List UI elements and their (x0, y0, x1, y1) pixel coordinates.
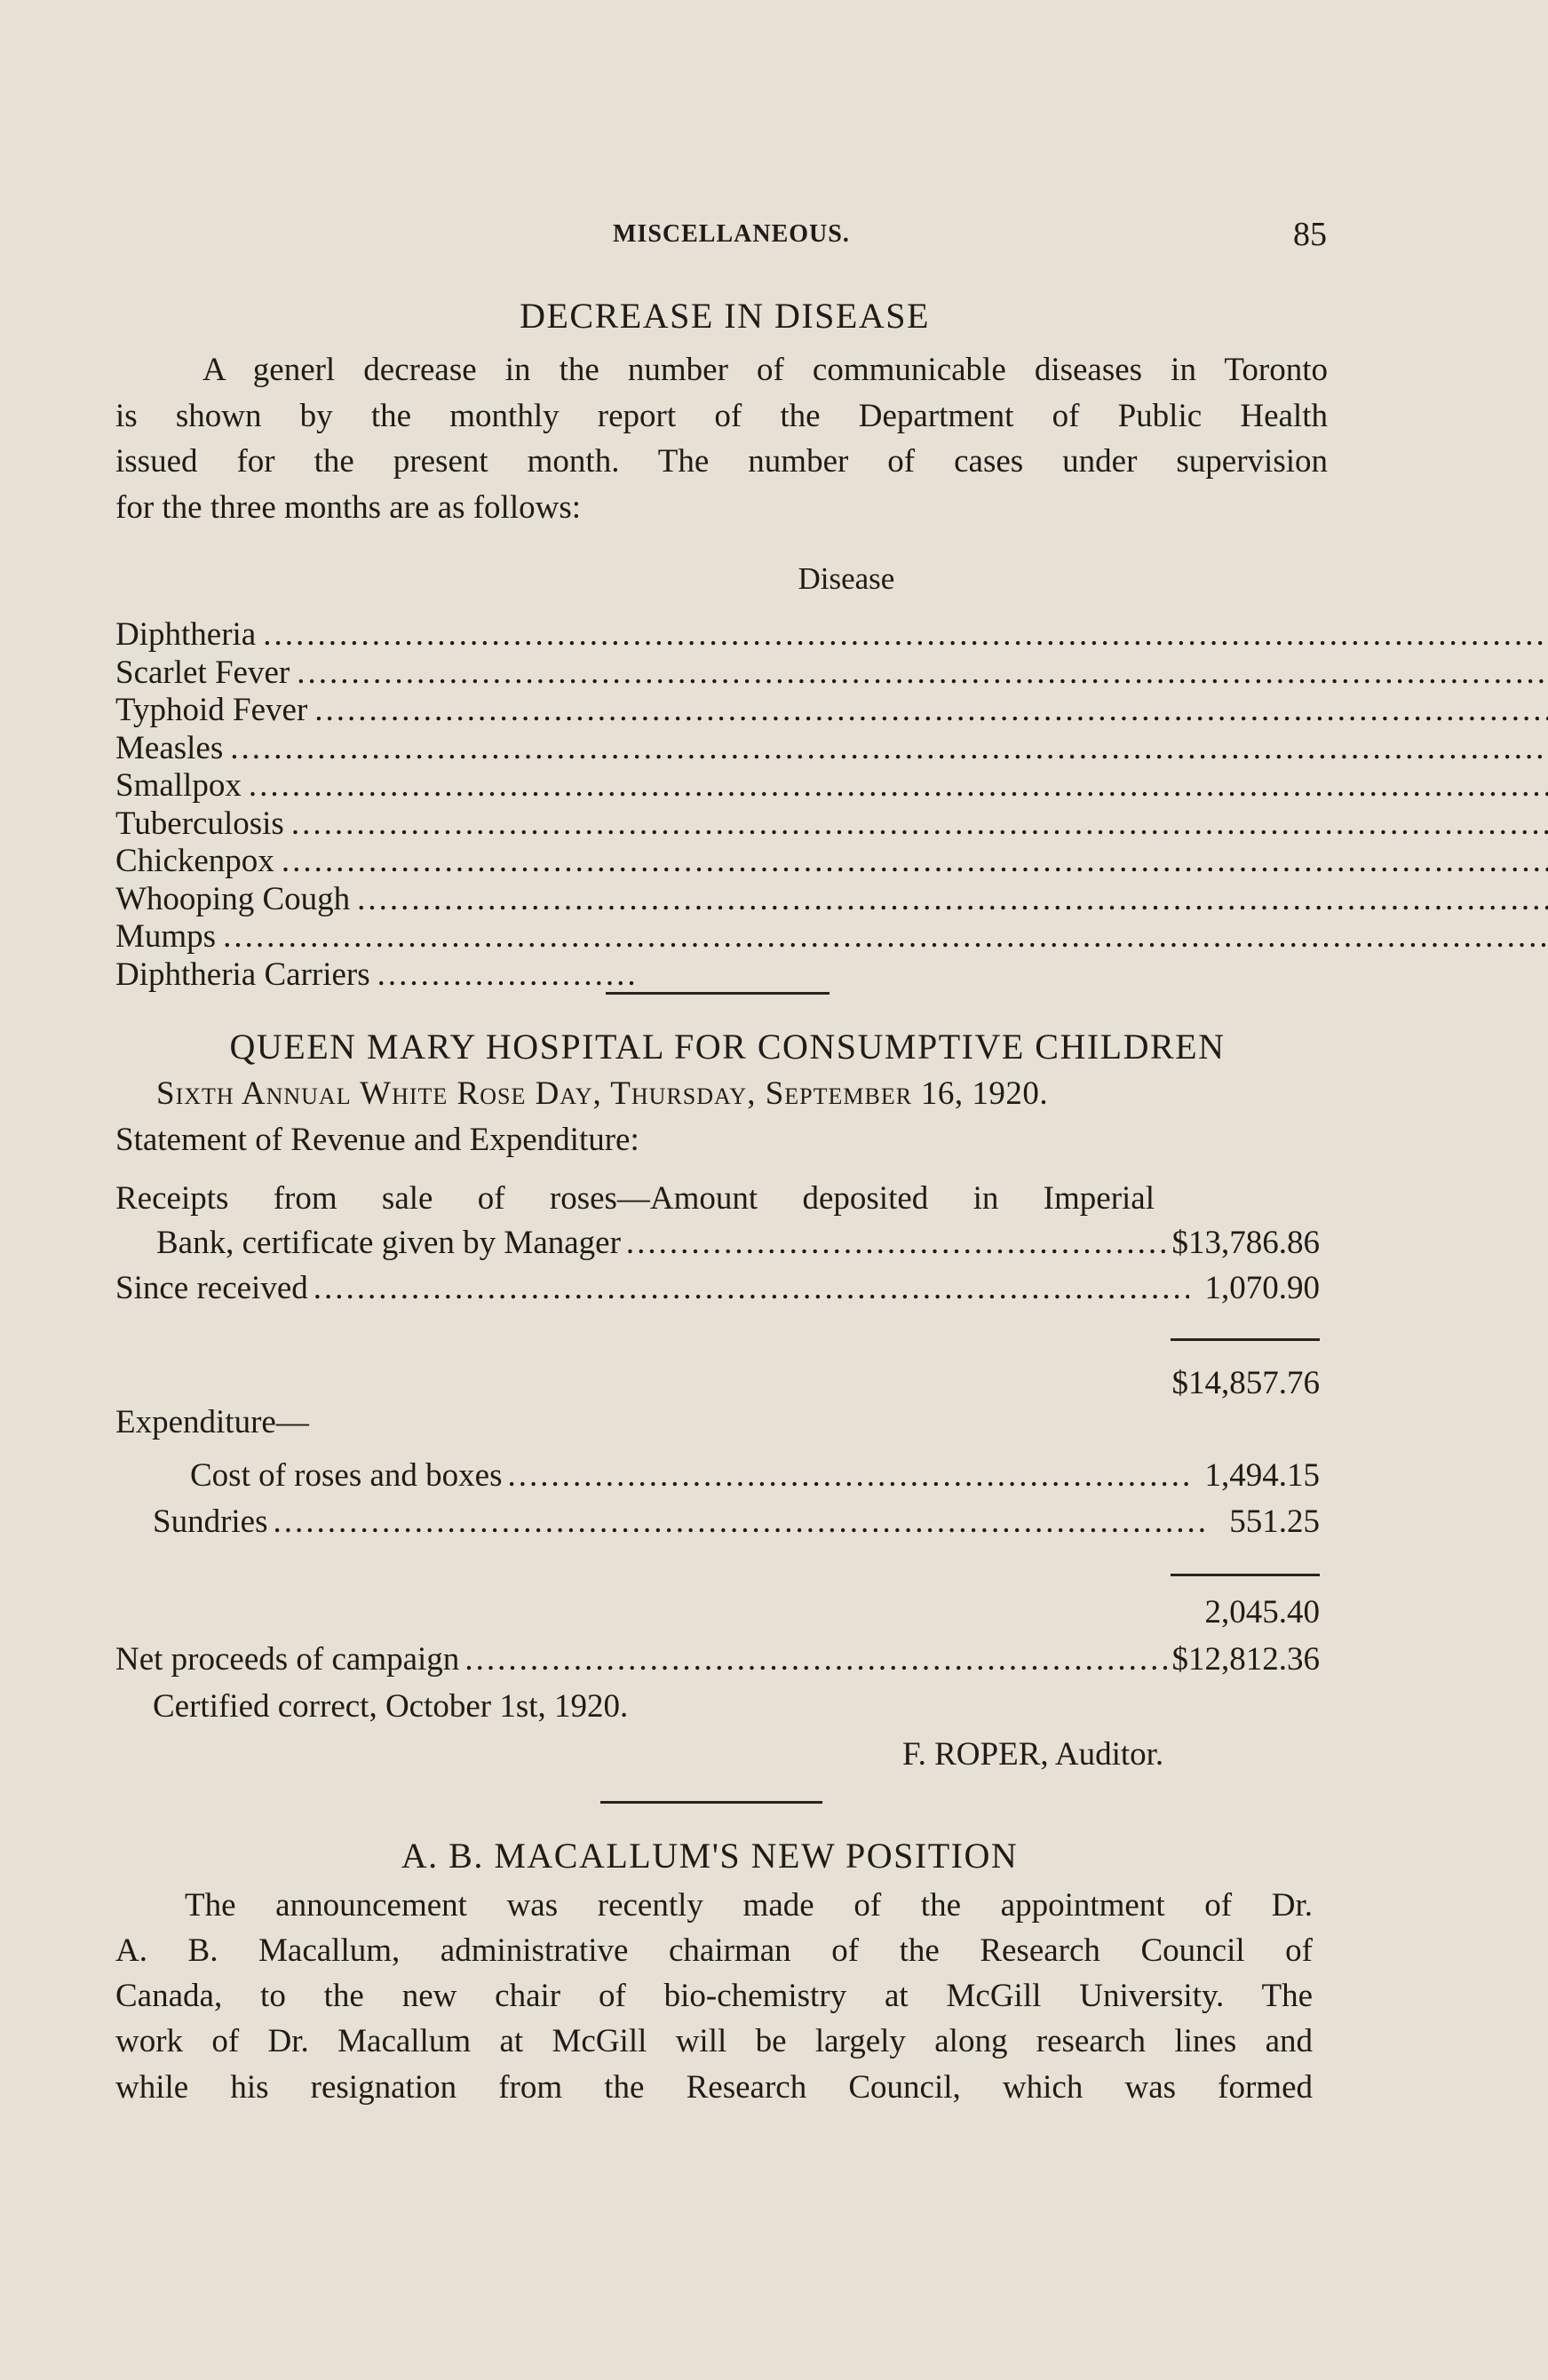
cost-row (190, 1456, 1320, 1495)
article-title-disease: DECREASE IN DISEASE (520, 296, 930, 336)
article-subtitle (156, 1075, 1048, 1113)
table-row (115, 767, 1548, 805)
table-row (115, 843, 1548, 881)
receipts-row (156, 1224, 1320, 1262)
receipts-label: Bank, certificate given by Manager (156, 1225, 621, 1261)
page-number: 85 (1293, 216, 1327, 253)
article-title-hospital: QUEEN MARY HOSPITAL FOR CONSUMPTIVE CHILDREN (229, 1027, 1226, 1067)
auditor-signature (902, 1735, 1163, 1773)
receipts-amount: $13,786.86 (1171, 1225, 1320, 1261)
disease-name: Measles (115, 729, 224, 766)
since-received-amount: 1,070.90 (1204, 1270, 1320, 1306)
expenditure-total: 2,045.40 (1204, 1594, 1320, 1630)
table-header-row (115, 542, 1548, 616)
table-row (115, 956, 1548, 995)
paragraph-line: A. B. Macallum, administrative chairman of the Research Council of (115, 1932, 1313, 1969)
running-head (0, 216, 1548, 256)
net-proceeds-amount: $12,812.36 (1171, 1641, 1320, 1678)
header-disease: Disease (798, 561, 895, 596)
receipts-line: Receipts from sale of roses—Amount deposited in Imperial (115, 1180, 1155, 1217)
table-row (115, 692, 1548, 730)
certified-line: Certified correct, October 1st, 1920. (153, 1688, 629, 1725)
statement-heading: Statement of Revenue and Expenditure: (115, 1122, 639, 1158)
table-row (115, 918, 1548, 956)
disease-name: Chickenpox (115, 843, 274, 880)
table-row (115, 654, 1548, 693)
disease-name: Typhoid Fever (115, 692, 308, 729)
sum-rule (1171, 1574, 1320, 1576)
cost-label: Cost of roses and boxes (190, 1457, 503, 1494)
paragraph-line: The announcement was recently made of the appointment of Dr. (185, 1887, 1313, 1924)
cost-amount: 1,494.15 (1204, 1457, 1320, 1494)
section-divider (606, 992, 830, 995)
sundries-label: Sundries (153, 1503, 268, 1540)
section-divider (600, 1801, 822, 1804)
auditor-title: Auditor. (1054, 1736, 1164, 1773)
table-row (115, 616, 1548, 654)
paragraph-line: Canada, to the new chair of bio-chemistry at McGill University. The (115, 1978, 1313, 2014)
subtitle-caps: Sixth Annual White Rose Day, Thursday, September (156, 1075, 913, 1112)
disease-table (115, 542, 1548, 994)
article-title-macallum: A. B. MACALLUM'S NEW POSITION (401, 1836, 1019, 1876)
sum-rule (1171, 1338, 1320, 1341)
paragraph-line: while his resignation from the Research Council, which was formed (115, 2069, 1313, 2106)
auditor-name: F. ROPER, (902, 1736, 1049, 1773)
expenditure-heading: Expenditure— (115, 1404, 309, 1440)
sundries-row (153, 1503, 1320, 1541)
table-row (115, 730, 1548, 768)
disease-name: Smallpox (115, 767, 242, 805)
paragraph-line: for the three months are as follows: (115, 489, 582, 526)
paragraph-line: work of Dr. Macallum at McGill will be largely along research lines and (115, 2023, 1313, 2059)
disease-name: Diphtheria (115, 616, 257, 654)
paragraph-line: is shown by the monthly report of the Department of Public Health (115, 398, 1328, 434)
table-row (115, 881, 1548, 919)
revenue-total: $14,857.76 (1171, 1365, 1320, 1401)
disease-name: Diphtheria Carriers (115, 956, 370, 993)
paragraph-line: issued for the present month. The number of cases under supervision (115, 443, 1328, 480)
paragraph-line: A generl decrease in the number of communicable diseases in Toronto (202, 352, 1328, 388)
disease-name: Scarlet Fever (115, 654, 290, 691)
net-proceeds-label: Net proceeds of campaign (115, 1641, 460, 1678)
disease-name: Mumps (115, 918, 217, 956)
since-received-label: Since received (115, 1270, 308, 1306)
subtitle-date: 16, 1920. (920, 1075, 1049, 1112)
sundries-amount: 551.25 (1229, 1503, 1320, 1540)
disease-name: Tuberculosis (115, 805, 284, 842)
table-row (115, 805, 1548, 844)
net-proceeds-row (115, 1640, 1320, 1678)
running-head-section: MISCELLANEOUS. (613, 220, 850, 248)
since-received-row (115, 1269, 1320, 1307)
disease-name: Whooping Cough (115, 880, 351, 917)
